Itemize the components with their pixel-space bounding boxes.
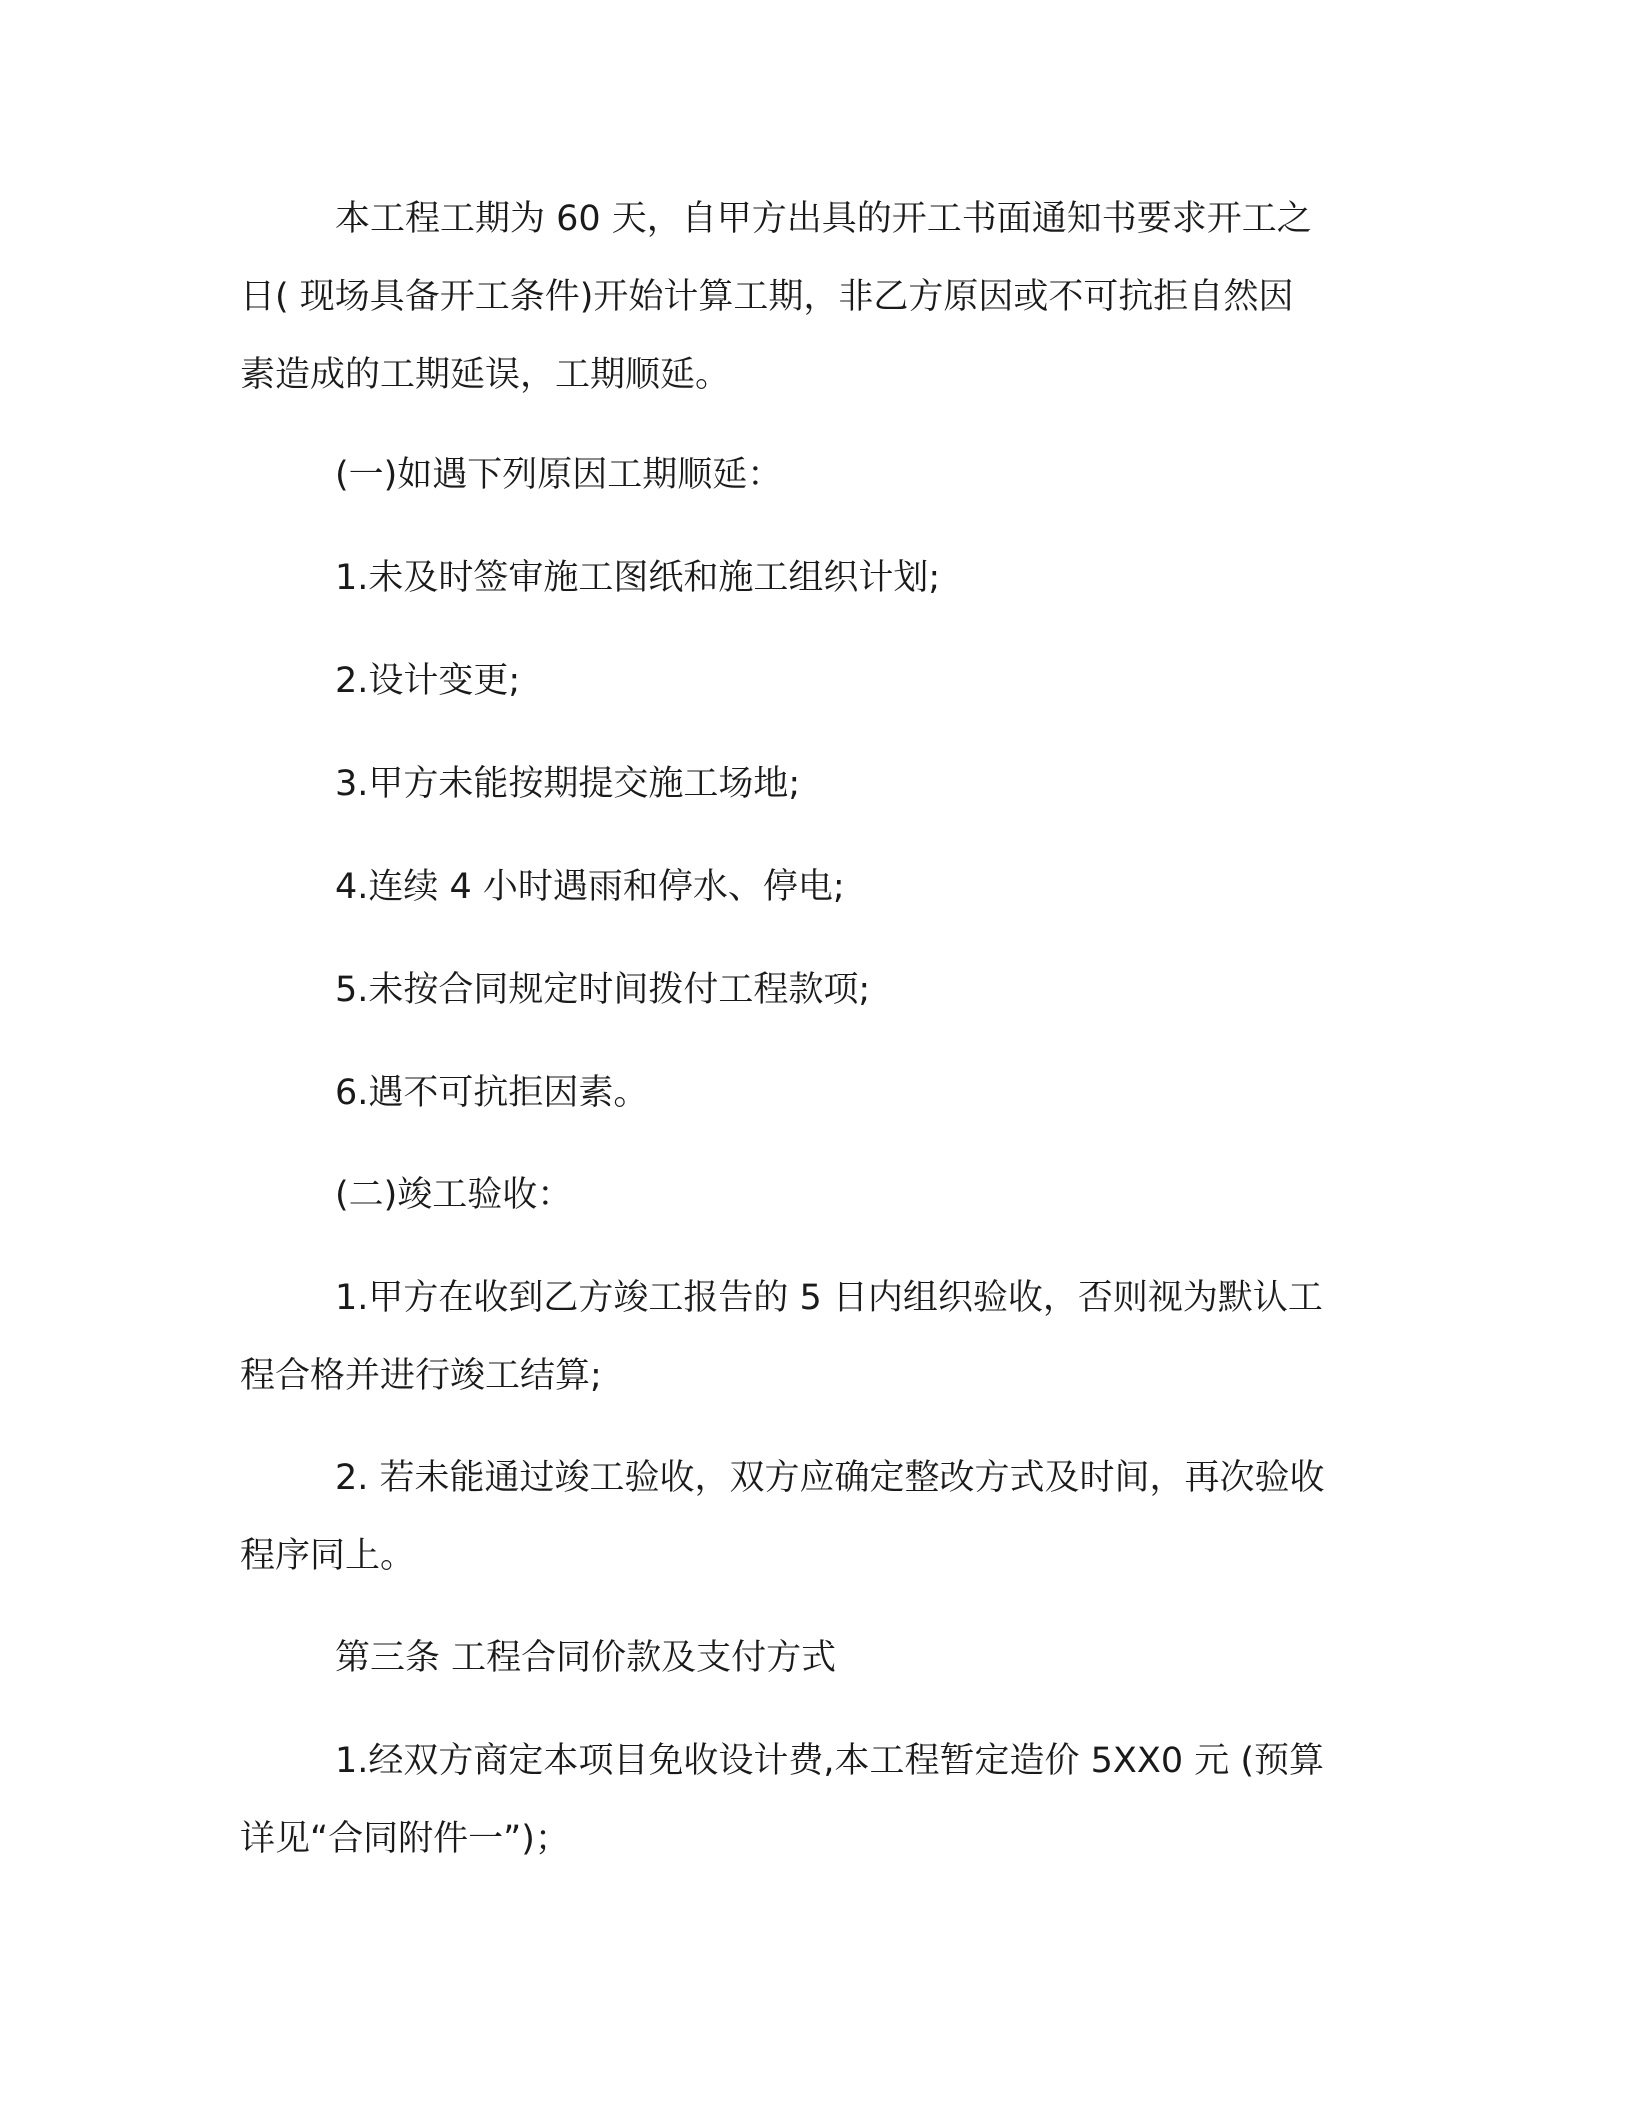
text-line: 详见“合同附件一”)； — [240, 1819, 570, 1859]
text-line: 5.未按合同规定时间拨付工程款项; — [335, 970, 871, 1010]
list-item-2 — [240, 652, 1375, 710]
list-item-5 — [240, 961, 1375, 1019]
text-line: 程序同上。 — [240, 1536, 416, 1576]
list-item-4 — [240, 858, 1375, 916]
paragraph-heading-acceptance — [240, 1166, 1375, 1224]
text-line: (一)如遇下列原因工期顺延： — [335, 455, 783, 495]
text-line: 1.未及时签审施工图纸和施工组织计划; — [335, 558, 941, 598]
text-line: 1.经双方商定本项目免收设计费,本工程暂定造价 5XX0 元 (预算 — [335, 1741, 1325, 1781]
text-line: 3.甲方未能按期提交施工场地; — [335, 764, 801, 804]
list-item-1 — [240, 549, 1375, 607]
text-line: 1.甲方在收到乙方竣工报告的 5 日内组织验收，否则视为默认工 — [335, 1278, 1323, 1318]
paragraph-construction-period — [240, 190, 1375, 404]
text-line: 程合格并进行竣工结算; — [240, 1356, 602, 1396]
payment-item-1 — [240, 1732, 1375, 1868]
acceptance-item-2 — [240, 1449, 1375, 1585]
text-line: 日( 现场具备开工条件)开始计算工期，非乙方原因或不可抗拒自然因 — [240, 277, 1294, 317]
list-item-3 — [240, 755, 1375, 813]
text-line: 6.遇不可抗拒因素。 — [335, 1073, 649, 1113]
text-line: 第三条 工程合同价款及支付方式 — [335, 1638, 837, 1678]
section-heading-article-3 — [240, 1629, 1375, 1687]
text-line: 素造成的工期延误，工期顺延。 — [240, 355, 731, 395]
acceptance-item-1 — [240, 1269, 1375, 1405]
list-item-6 — [240, 1064, 1375, 1122]
text-line: 本工程工期为 60 天，自甲方出具的开工书面通知书要求开工之 — [335, 199, 1312, 239]
paragraph-heading-extension — [240, 446, 1375, 504]
text-line: 2. 若未能通过竣工验收，双方应确定整改方式及时间，再次验收 — [335, 1458, 1325, 1498]
text-line: (二)竣工验收： — [335, 1175, 573, 1215]
text-line: 2.设计变更; — [335, 661, 521, 701]
text-line: 4.连续 4 小时遇雨和停水、停电; — [335, 867, 845, 907]
